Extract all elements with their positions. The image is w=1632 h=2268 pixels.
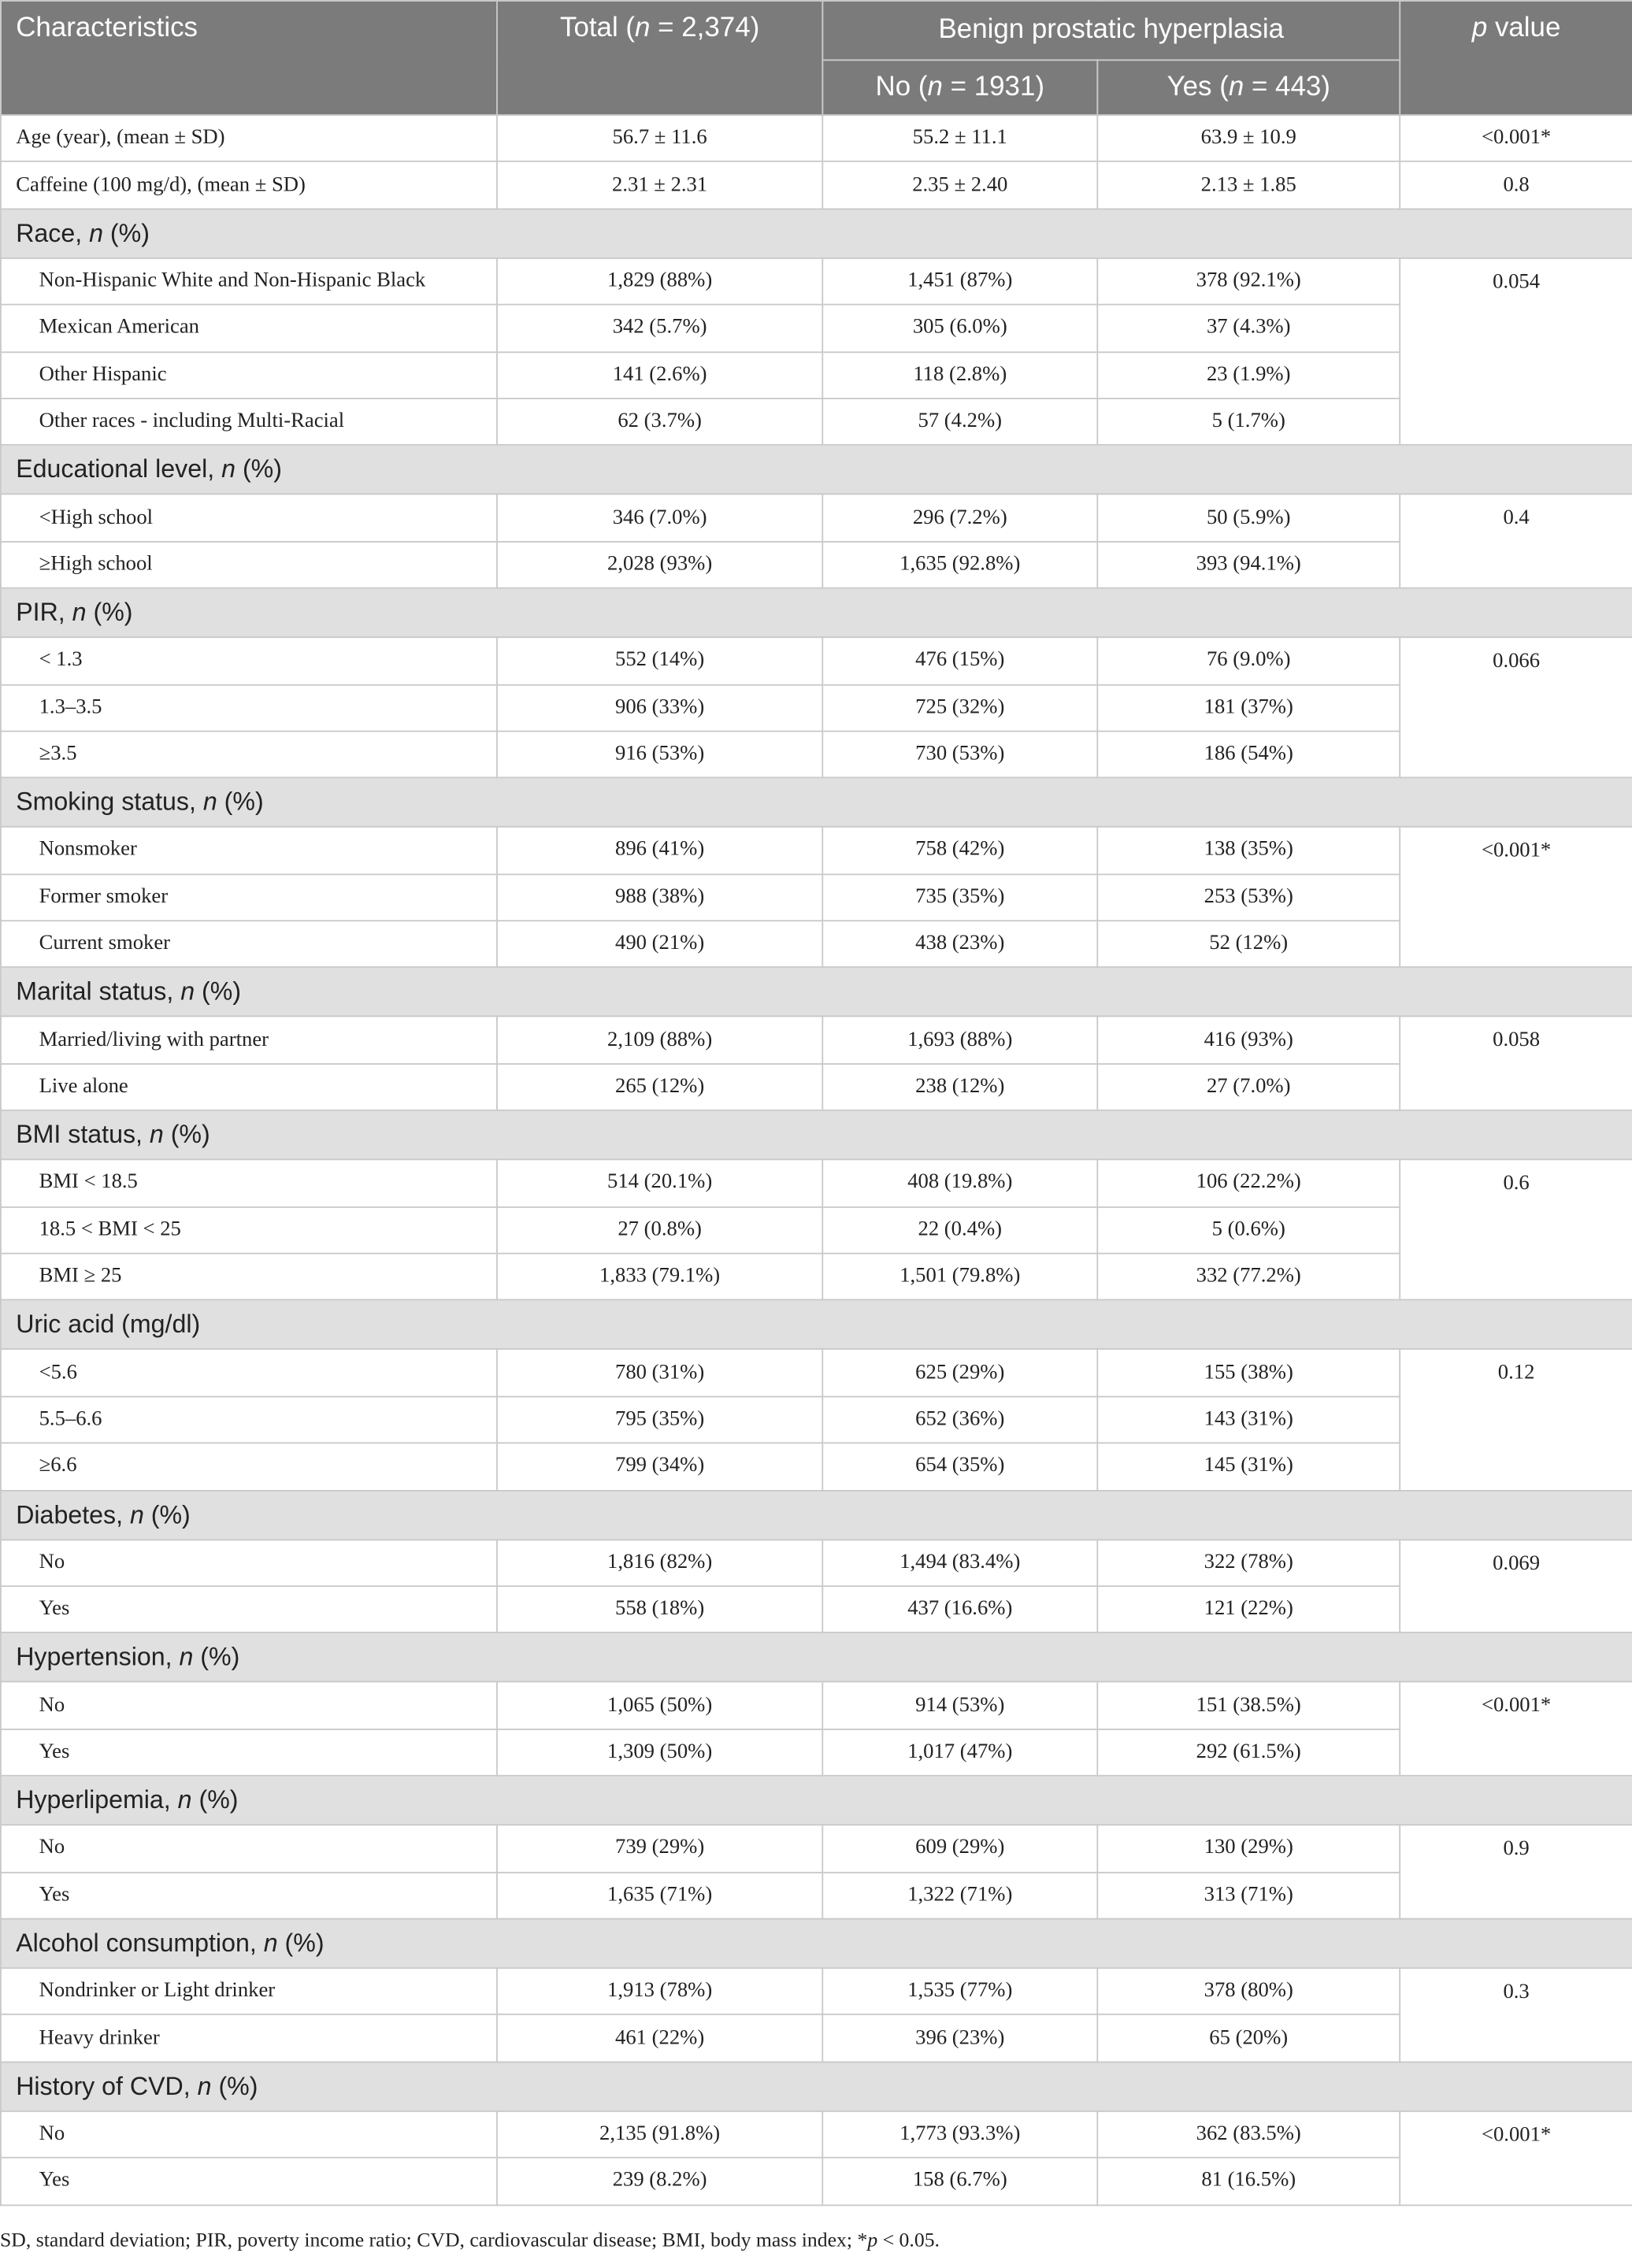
cell-bph-yes: 52 (12%)	[1097, 921, 1400, 967]
section-title-suffix: (%)	[217, 787, 264, 817]
cell-bph-yes: 76 (9.0%)	[1097, 637, 1400, 684]
section-header-row	[1, 1633, 1632, 1682]
section-title-text: Diabetes,	[16, 1499, 130, 1529]
section-title-text: Alcohol consumption,	[16, 1928, 264, 1958]
cell-bph-no: 55.2 ± 11.1	[822, 115, 1097, 161]
cell-total: 265 (12%)	[497, 1064, 822, 1110]
cell-total: 780 (31%)	[497, 1350, 822, 1396]
section-title-n: n	[89, 217, 103, 247]
table-footnote: SD, standard deviation; PIR, poverty income ratio; CVD, cardiovascular disease; BMI, body mass index; *p < 0.05.	[0, 2230, 940, 2253]
section-header-row	[1, 2062, 1632, 2110]
cell-bph-yes: 63.9 ± 10.9	[1097, 115, 1400, 161]
cell-p-value: <0.001*	[1400, 827, 1632, 967]
cell-bph-yes: 378 (92.1%)	[1097, 258, 1400, 304]
cell-total: 896 (41%)	[497, 827, 822, 873]
section-title-suffix: (%)	[143, 1499, 191, 1529]
cell-bph-yes: 37 (4.3%)	[1097, 305, 1400, 351]
section-title-n: n	[263, 1928, 278, 1958]
section-title-suffix: (%)	[193, 1642, 240, 1672]
cell-p-value: 0.12	[1400, 1350, 1632, 1490]
section-header-row	[1, 1776, 1632, 1825]
cell-total: 2.31 ± 2.31	[497, 162, 822, 209]
table-row	[1, 921, 1632, 967]
row-label: Age (year), (mean ± SD)	[1, 115, 497, 161]
header-bph: Benign prostatic hyperplasia	[822, 1, 1400, 60]
cell-bph-no: 725 (32%)	[822, 684, 1097, 731]
cell-bph-yes: 121 (22%)	[1097, 1586, 1400, 1632]
row-label: Nondrinker or Light drinker	[1, 1968, 497, 2014]
section-title-text: Marital status,	[16, 976, 181, 1006]
cell-bph-yes: 253 (53%)	[1097, 874, 1400, 921]
row-label: No	[1, 2110, 497, 2157]
section-title-suffix: (%)	[195, 976, 242, 1006]
row-label: Non-Hispanic White and Non-Hispanic Black	[1, 258, 497, 304]
cell-bph-no: 396 (23%)	[822, 2014, 1097, 2061]
cell-total: 461 (22%)	[497, 2014, 822, 2061]
table-row	[1, 1350, 1632, 1396]
cell-p-value: 0.9	[1400, 1825, 1632, 1919]
section-title-n: n	[129, 1499, 144, 1529]
row-label: Yes	[1, 1586, 497, 1632]
cell-bph-yes: 362 (83.5%)	[1097, 2110, 1400, 2157]
table-row	[1, 1729, 1632, 1776]
row-label: Other races - including Multi-Racial	[1, 398, 497, 445]
section-title-suffix: (%)	[236, 454, 282, 484]
row-label: Heavy drinker	[1, 2014, 497, 2061]
section-header-row	[1, 1300, 1632, 1349]
table-row	[1, 1206, 1632, 1253]
row-label: 5.5–6.6	[1, 1396, 497, 1443]
section-title	[1, 778, 1632, 827]
section-title	[1, 209, 1632, 258]
section-title	[1, 2062, 1632, 2110]
cell-bph-yes: 50 (5.9%)	[1097, 495, 1400, 541]
cell-bph-no: 118 (2.8%)	[822, 351, 1097, 398]
cell-total: 558 (18%)	[497, 1586, 822, 1632]
cell-bph-no: 305 (6.0%)	[822, 305, 1097, 351]
cell-bph-yes: 332 (77.2%)	[1097, 1254, 1400, 1300]
header-total: Total (n = 2,374)	[497, 1, 822, 115]
cell-total: 346 (7.0%)	[497, 495, 822, 541]
cell-bph-yes: 143 (31%)	[1097, 1396, 1400, 1443]
cell-bph-no: 1,451 (87%)	[822, 258, 1097, 304]
section-header-row	[1, 1490, 1632, 1539]
section-title	[1, 445, 1632, 494]
row-label: No	[1, 1540, 497, 1586]
section-title-text: PIR,	[16, 597, 72, 627]
cell-p-value: 0.3	[1400, 1968, 1632, 2062]
cell-bph-yes: 145 (31%)	[1097, 1443, 1400, 1490]
table-body	[1, 115, 1632, 2204]
section-title-suffix: (%)	[191, 1785, 239, 1814]
cell-bph-yes: 393 (94.1%)	[1097, 541, 1400, 587]
row-label: 1.3–3.5	[1, 684, 497, 731]
section-title-text: Smoking status,	[16, 787, 203, 817]
header-p-value: p value	[1400, 1, 1632, 115]
table-row	[1, 1017, 1632, 1063]
cell-total: 552 (14%)	[497, 637, 822, 684]
cell-bph-yes: 378 (80%)	[1097, 1968, 1400, 2014]
section-title-n: n	[72, 597, 87, 627]
section-title-text: BMI status,	[16, 1120, 150, 1149]
cell-bph-no: 1,693 (88%)	[822, 1017, 1097, 1063]
cell-bph-yes: 106 (22.2%)	[1097, 1160, 1400, 1206]
cell-total: 1,816 (82%)	[497, 1540, 822, 1586]
cell-p-value: <0.001*	[1400, 2110, 1632, 2204]
row-label: 18.5 < BMI < 25	[1, 1206, 497, 1253]
section-title	[1, 968, 1632, 1017]
table-row	[1, 684, 1632, 731]
cell-bph-no: 2.35 ± 2.40	[822, 162, 1097, 209]
section-title	[1, 1633, 1632, 1682]
cell-bph-no: 758 (42%)	[822, 827, 1097, 873]
row-label: ≥3.5	[1, 731, 497, 777]
table-row	[1, 2158, 1632, 2204]
cell-bph-no: 1,494 (83.4%)	[822, 1540, 1097, 1586]
cell-total: 239 (8.2%)	[497, 2158, 822, 2204]
section-title-text: Uric acid (mg/dl)	[16, 1310, 201, 1339]
section-title	[1, 1919, 1632, 1968]
cell-p-value: 0.054	[1400, 258, 1632, 445]
row-label: Married/living with partner	[1, 1017, 497, 1063]
cell-bph-no: 1,501 (79.8%)	[822, 1254, 1097, 1300]
cell-bph-no: 609 (29%)	[822, 1825, 1097, 1872]
table-row	[1, 1443, 1632, 1490]
section-title-text: History of CVD,	[16, 2070, 198, 2100]
cell-p-value: 0.6	[1400, 1160, 1632, 1300]
row-label: <5.6	[1, 1350, 497, 1396]
table-row	[1, 1254, 1632, 1300]
cell-bph-no: 1,017 (47%)	[822, 1729, 1097, 1776]
table-row	[1, 305, 1632, 351]
cell-p-value: 0.058	[1400, 1017, 1632, 1110]
row-label: <High school	[1, 495, 497, 541]
cell-bph-no: 57 (4.2%)	[822, 398, 1097, 445]
row-label: Former smoker	[1, 874, 497, 921]
cell-bph-yes: 81 (16.5%)	[1097, 2158, 1400, 2204]
cell-total: 1,065 (50%)	[497, 1682, 822, 1729]
cell-bph-yes: 130 (29%)	[1097, 1825, 1400, 1872]
row-label: ≥High school	[1, 541, 497, 587]
cell-bph-no: 1,322 (71%)	[822, 1872, 1097, 1918]
cell-total: 739 (29%)	[497, 1825, 822, 1872]
section-title-suffix: (%)	[211, 2070, 258, 2100]
cell-total: 988 (38%)	[497, 874, 822, 921]
cell-bph-yes: 5 (1.7%)	[1097, 398, 1400, 445]
cell-total: 916 (53%)	[497, 731, 822, 777]
cell-p-value: 0.066	[1400, 637, 1632, 777]
table-row	[1, 115, 1632, 161]
cell-bph-no: 625 (29%)	[822, 1350, 1097, 1396]
cell-bph-yes: 2.13 ± 1.85	[1097, 162, 1400, 209]
row-label: ≥6.6	[1, 1443, 497, 1490]
table-row	[1, 398, 1632, 445]
cell-bph-yes: 151 (38.5%)	[1097, 1682, 1400, 1729]
section-title	[1, 1300, 1632, 1349]
cell-bph-yes: 322 (78%)	[1097, 1540, 1400, 1586]
cell-total: 141 (2.6%)	[497, 351, 822, 398]
cell-total: 799 (34%)	[497, 1443, 822, 1490]
section-title-n: n	[197, 2070, 212, 2100]
section-title-text: Hypertension,	[16, 1642, 180, 1672]
row-label: No	[1, 1825, 497, 1872]
cell-bph-yes: 292 (61.5%)	[1097, 1729, 1400, 1776]
table-row	[1, 1396, 1632, 1443]
row-label: Yes	[1, 2158, 497, 2204]
header-characteristics: Characteristics	[1, 1, 497, 115]
cell-bph-yes: 27 (7.0%)	[1097, 1064, 1400, 1110]
section-title	[1, 1776, 1632, 1825]
table-row	[1, 1586, 1632, 1632]
cell-bph-no: 730 (53%)	[822, 731, 1097, 777]
cell-p-value: 0.8	[1400, 162, 1632, 209]
cell-bph-no: 1,773 (93.3%)	[822, 2110, 1097, 2157]
cell-total: 906 (33%)	[497, 684, 822, 731]
cell-bph-yes: 65 (20%)	[1097, 2014, 1400, 2061]
row-label: No	[1, 1682, 497, 1729]
cell-bph-yes: 138 (35%)	[1097, 827, 1400, 873]
section-title-n: n	[149, 1120, 164, 1149]
cell-bph-yes: 181 (37%)	[1097, 684, 1400, 731]
row-label: Live alone	[1, 1064, 497, 1110]
table-row	[1, 1825, 1632, 1872]
cell-p-value: <0.001*	[1400, 1682, 1632, 1776]
section-title-n: n	[221, 454, 236, 484]
section-title-n: n	[180, 976, 195, 1006]
section-title-suffix: (%)	[163, 1120, 210, 1149]
cell-bph-no: 654 (35%)	[822, 1443, 1097, 1490]
section-title-text: Educational level,	[16, 454, 222, 484]
cell-bph-no: 735 (35%)	[822, 874, 1097, 921]
cell-bph-no: 476 (15%)	[822, 637, 1097, 684]
cell-total: 342 (5.7%)	[497, 305, 822, 351]
cell-bph-yes: 5 (0.6%)	[1097, 1206, 1400, 1253]
table-row	[1, 637, 1632, 684]
cell-bph-no: 1,635 (92.8%)	[822, 541, 1097, 587]
table-row	[1, 495, 1632, 541]
table-row	[1, 351, 1632, 398]
row-label: Current smoker	[1, 921, 497, 967]
section-title	[1, 588, 1632, 637]
cell-p-value: 0.4	[1400, 495, 1632, 588]
cell-bph-no: 22 (0.4%)	[822, 1206, 1097, 1253]
row-label: Nonsmoker	[1, 827, 497, 873]
table-row	[1, 541, 1632, 587]
cell-total: 62 (3.7%)	[497, 398, 822, 445]
cell-bph-no: 238 (12%)	[822, 1064, 1097, 1110]
cell-total: 27 (0.8%)	[497, 1206, 822, 1253]
cell-p-value: 0.069	[1400, 1540, 1632, 1633]
section-title-suffix: (%)	[102, 217, 150, 247]
table-row	[1, 162, 1632, 209]
table-row	[1, 1064, 1632, 1110]
cell-total: 490 (21%)	[497, 921, 822, 967]
table-row	[1, 2110, 1632, 2157]
header-bph-no: No (n = 1931)	[822, 60, 1097, 115]
section-header-row	[1, 1919, 1632, 1968]
row-label: Yes	[1, 1872, 497, 1918]
section-title-text: Race,	[16, 217, 90, 247]
table-row	[1, 258, 1632, 304]
table-header	[1, 1, 1632, 115]
cell-total: 2,135 (91.8%)	[497, 2110, 822, 2157]
table-row	[1, 1540, 1632, 1586]
cell-total: 2,109 (88%)	[497, 1017, 822, 1063]
table-row	[1, 874, 1632, 921]
section-title-suffix: (%)	[277, 1928, 325, 1958]
header-bph-yes: Yes (n = 443)	[1097, 60, 1400, 115]
section-header-row	[1, 1110, 1632, 1159]
cell-bph-yes: 416 (93%)	[1097, 1017, 1400, 1063]
section-title-n: n	[202, 787, 217, 817]
cell-total: 56.7 ± 11.6	[497, 115, 822, 161]
row-label: BMI < 18.5	[1, 1160, 497, 1206]
cell-bph-yes: 155 (38%)	[1097, 1350, 1400, 1396]
section-title-n: n	[177, 1785, 192, 1814]
cell-bph-no: 437 (16.6%)	[822, 1586, 1097, 1632]
cell-bph-no: 158 (6.7%)	[822, 2158, 1097, 2204]
cell-total: 1,833 (79.1%)	[497, 1254, 822, 1300]
cell-total: 1,829 (88%)	[497, 258, 822, 304]
cell-total: 795 (35%)	[497, 1396, 822, 1443]
cell-bph-no: 652 (36%)	[822, 1396, 1097, 1443]
row-label: Yes	[1, 1729, 497, 1776]
section-header-row	[1, 588, 1632, 637]
row-label: < 1.3	[1, 637, 497, 684]
row-label: BMI ≥ 25	[1, 1254, 497, 1300]
row-label: Mexican American	[1, 305, 497, 351]
table-row	[1, 1160, 1632, 1206]
section-title-suffix: (%)	[86, 597, 133, 627]
row-label: Caffeine (100 mg/d), (mean ± SD)	[1, 162, 497, 209]
section-header-row	[1, 968, 1632, 1017]
table-row	[1, 731, 1632, 777]
table-row	[1, 1682, 1632, 1729]
cell-p-value: <0.001*	[1400, 115, 1632, 161]
section-header-row	[1, 445, 1632, 494]
table-row	[1, 1968, 1632, 2014]
cell-bph-yes: 23 (1.9%)	[1097, 351, 1400, 398]
section-title	[1, 1110, 1632, 1159]
section-title-text: Hyperlipemia,	[16, 1785, 178, 1814]
cell-total: 2,028 (93%)	[497, 541, 822, 587]
cell-bph-yes: 186 (54%)	[1097, 731, 1400, 777]
cell-total: 1,309 (50%)	[497, 1729, 822, 1776]
section-title	[1, 1490, 1632, 1539]
table-row	[1, 1872, 1632, 1918]
cell-bph-yes: 313 (71%)	[1097, 1872, 1400, 1918]
cell-total: 514 (20.1%)	[497, 1160, 822, 1206]
cell-total: 1,913 (78%)	[497, 1968, 822, 2014]
cell-bph-no: 1,535 (77%)	[822, 1968, 1097, 2014]
section-header-row	[1, 778, 1632, 827]
section-header-row	[1, 209, 1632, 258]
cell-bph-no: 914 (53%)	[822, 1682, 1097, 1729]
cell-bph-no: 438 (23%)	[822, 921, 1097, 967]
cell-bph-no: 408 (19.8%)	[822, 1160, 1097, 1206]
row-label: Other Hispanic	[1, 351, 497, 398]
table-row	[1, 2014, 1632, 2061]
cell-bph-no: 296 (7.2%)	[822, 495, 1097, 541]
cell-total: 1,635 (71%)	[497, 1872, 822, 1918]
section-title-n: n	[179, 1642, 194, 1672]
table-row	[1, 827, 1632, 873]
